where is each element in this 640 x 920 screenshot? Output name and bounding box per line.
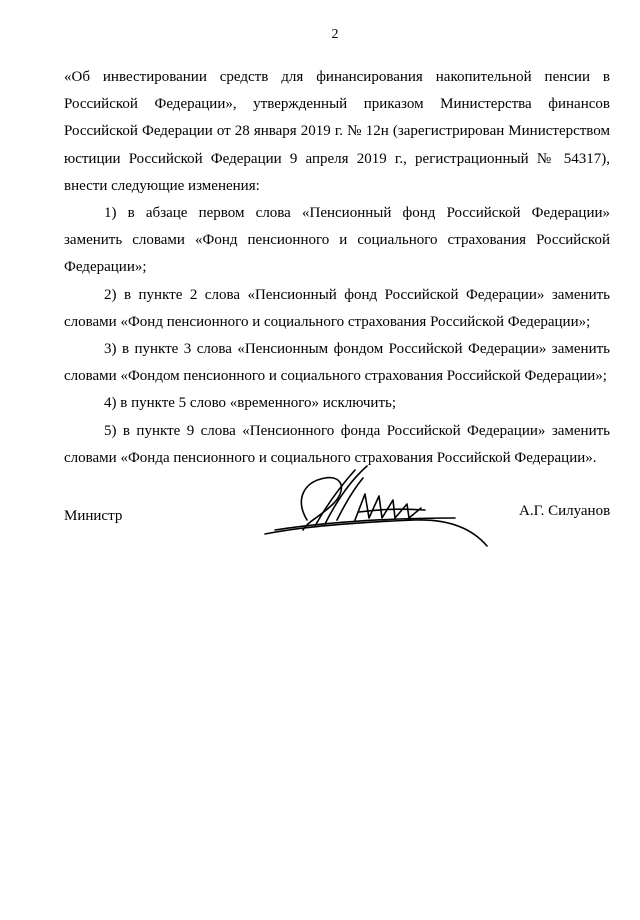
paragraph-item-5: 5) в пункте 9 слова «Пенсионного фонда Российской Федерации» заменить словами «Фонда пенсионного и социального страхования Российской Федерации». — [64, 422, 610, 466]
paragraph-intro: «Об инвестировании средств для финансирования накопительной пенсии в Российской Федерации», утвержденный приказом Министерства финансов Российской Федерации от 28 января 2019 г. № 12н (зарегистрирован Министерством юстиции Российской Федерации 9 апреля 2019 г., регистрационный № 54317), внести следующие изменения: — [64, 69, 610, 194]
handwritten-signature — [255, 460, 495, 555]
paragraph-item-1: 1) в абзаце первом слова «Пенсионный фонд Российской Федерации» заменить словами «Фонд пенсионного и социального страхования Российской Федерации»; — [64, 205, 610, 276]
paragraph-item-2: 2) в пункте 2 слова «Пенсионный фонд Российской Федерации» заменить словами «Фонд пенсионного и социального страхования Российской Федерации»; — [64, 286, 610, 330]
document-body — [64, 64, 610, 472]
signatory-name: А.Г. Силуанов — [519, 503, 611, 519]
signatory-title: Министр — [64, 508, 123, 524]
page-number: 2 — [331, 27, 339, 42]
paragraph-item-4: 4) в пункте 5 слово «временного» исключить; — [104, 395, 397, 412]
signature-block — [0, 460, 640, 560]
paragraph-item-3: 3) в пункте 3 слова «Пенсионным фондом Российской Федерации» заменить словами «Фондом пенсионного и социального страхования Российской Федерации»; — [64, 341, 610, 385]
